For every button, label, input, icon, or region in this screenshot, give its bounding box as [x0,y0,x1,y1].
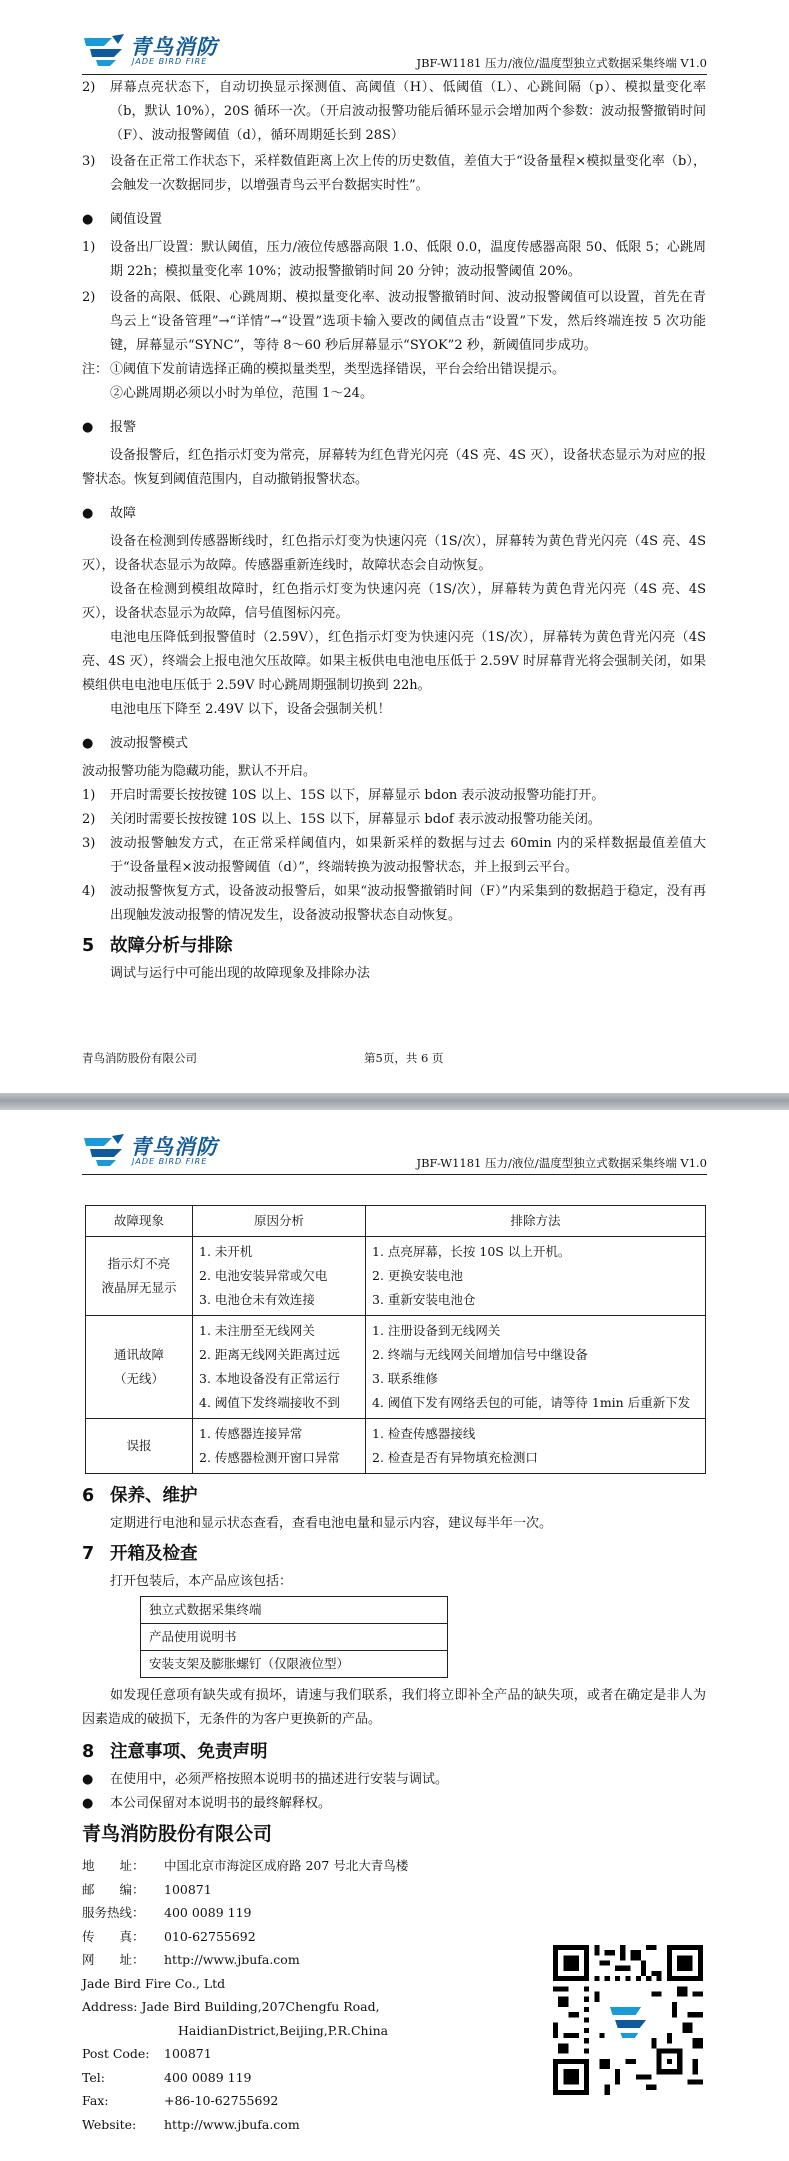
paragraph: 如发现任意项有缺失或有损坏，请速与我们联系，我们将立即补全产品的缺失项，或者在确定是非人为因素造成的破损下，无条件的为客户更换新的产品。 [82,1688,706,1727]
table-row [86,1419,706,1474]
page-body [82,76,706,986]
list-item: 3) 设备在正常工作状态下，采样数值距离上次上传的历史数值，差值大于“设备量程×模拟量变化率（b），会触发一次数据同步，以增强青鸟云平台数据实时性”。 [82,154,706,193]
section-heading-8: 8 注意事项、免责声明 [82,1742,268,1762]
paragraph: 设备在检测到传感器断线时，红色指示灯变为快速闪亮（1S/次），屏幕转为黄色背光闪亮（4S 亮、4S 灭），设备状态显示为故障。传感器重新连线时，故障状态会自动恢复。 [82,534,706,573]
contact-line: 地 址： 中国北京市海淀区成府路 207 号北大青鸟楼 [82,1858,409,1873]
page-separator [0,1093,789,1110]
list-item: 1) 开启时需要长按按键 10S 以上、15S 以下，屏幕显示 bdon 表示波动报警功能打开。 [82,788,605,803]
section-bullet-fault: ● 故障 [82,502,706,526]
list-item: 独立式数据采集终端 [141,1597,448,1624]
company-english-name: Jade Bird Fire Co., Ltd [82,1975,226,1991]
note: ②心跳周期必须以小时为单位，范围 1～24。 [110,386,373,401]
list-item: 2) 屏幕点亮状态下，自动切换显示探测值、高阈值（H）、低阈值（L）、心跳间隔（p）、模拟量变化率（b，默认 10%），20S 循环一次。（开启波动报警功能后循环显示会增加两个参数：波动报警撤销时间（F）、波动报警阈值（d），循环周期延长到 28S） [82,80,706,143]
list-item: 4) 波动报警恢复方式，设备波动报警后，如果“波动报警撤销时间（F）”内采集到的数据趋于稳定，没有再出现触发波动报警的情况发生，设备波动报警状态自动恢复。 [82,884,706,923]
contact-line: Address: Jade Bird Building,207Chengfu Road, [82,1999,380,2014]
document-title: JBF-W1181 压力/液位/温度型独立式数据采集终端 V1.0 [416,56,707,70]
section-bullet-alarm: ● 报警 [82,416,706,440]
solution-cell: 1. 点亮屏幕，长按 10S 以上开机。 2. 更换安装电池 3. 重新安装电池仓 [366,1237,706,1316]
company-logo [82,30,232,70]
table-header-row [86,1206,706,1237]
section-heading-7: 7 开箱及检查 [82,1544,198,1564]
logo-chinese-text: 青鸟消防 [130,35,218,59]
symptom-cell: 指示灯不亮 液晶屏无显示 [86,1237,193,1316]
cause-cell: 1. 传感器连接异常 2. 传感器检测开窗口异常 [193,1419,366,1474]
symptom-cell: 通讯故障 （无线） [86,1316,193,1419]
footer-page-number: 第5页，共 6 页 [364,1051,444,1065]
list-item: 3) 波动报警触发方式，在正常采样阈值内，如果新采样的数据与过去 60min 内的采样数据最值差值大于“设备量程×波动报警阈值（d）”，终端转换为波动报警状态，并上报到云平台。 [82,836,706,875]
paragraph: 定期进行电池和显示状态查看，查看电池电量和显示内容，建议每半年一次。 [110,1516,553,1531]
paragraph: 打开包装后，本产品应该包括： [110,1574,293,1589]
logo-english-text: JADE BIRD FIRE [132,1157,208,1166]
section-heading-6: 6 保养、维护 [82,1486,198,1506]
section-heading-5: 5 故障分析与排除 [82,936,233,956]
contact-line: HaidianDistrict,Beijing,P.R.China [178,2022,389,2038]
logo-english-text: JADE BIRD FIRE [132,57,208,66]
paragraph: 电池电压下降至 2.49V 以下，设备会强制关机！ [110,702,391,717]
contact-line: 邮 编： 100871 [82,1881,212,1897]
package-contents-list [140,1596,448,1678]
list-item: ● 本公司保留对本说明书的最终解释权。 [82,1792,706,1816]
solution-cell: 1. 注册设备到无线网关 2. 终端与无线网关间增加信号中继设备 3. 联系维修 4. 阈值下发有网络丢包的可能，请等待 1min 后重新下发 [366,1316,706,1419]
footer-company: 青鸟消防股份有限公司 [82,1051,197,1065]
fault-table [85,1205,706,1474]
paragraph: 调试与运行中可能出现的故障现象及排除办法 [110,966,371,981]
column-header: 排除方法 [366,1206,706,1237]
jade-bird-logo-icon [82,32,126,68]
page-header [82,1130,707,1175]
list-item: ● 在使用中，必须严格按照本说明书的描述进行安装与调试。 [82,1768,706,1792]
contact-line: Tel: 400 0089 119 [82,2069,252,2085]
page-header [82,30,707,75]
table-row [86,1237,706,1316]
column-header: 原因分析 [193,1206,366,1237]
list-item: 安装支架及膨胀螺钉（仅限液位型） [141,1651,448,1678]
contact-line: Fax: +86-10-62755692 [82,2093,279,2108]
list-item: 2) 设备的高限、低限、心跳周期、模拟量变化率、波动报警撤销时间、波动报警阈值可以设置，首先在青鸟云上“设备管理”→“详情”→“设置”选项卡输入要改的阈值点击“设置”下发，然后终端连按 5 次功能键，屏幕显示“SYNC”，等待 8～60 秒后屏幕显示“SYOK”2 秒，新阈值同步成功。 [82,290,706,353]
contact-line: 服务热线： 400 0089 119 [82,1905,252,1920]
paragraph: 设备在检测到模组故障时，红色指示灯变为快速闪亮（1S/次），屏幕转为黄色背光闪亮（4S 亮、4S 灭），设备状态显示为故障，信号值图标闪亮。 [82,582,706,621]
solution-cell: 1. 检查传感器接线 2. 检查是否有异物填充检测口 [366,1419,706,1474]
contact-line: 网 址： http://www.jbufa.com [82,1952,300,1967]
table-row [86,1316,706,1419]
note: 注： ①阈值下发前请选择正确的模拟量类型，类型选择错误，平台会给出错误提示。 [82,362,566,377]
jade-bird-logo-icon [82,1132,126,1168]
cause-cell: 1. 未开机 2. 电池安装异常或欠电 3. 电池仓未有效连接 [193,1237,366,1316]
qr-code-icon [553,1945,703,2095]
list-item: 产品使用说明书 [141,1624,448,1651]
contact-line: 传 真： 010-62755692 [82,1928,256,1944]
column-header: 故障现象 [86,1206,193,1237]
symptom-cell: 误报 [86,1419,193,1474]
section-bullet-threshold: ● 阈值设置 [82,208,706,232]
cause-cell: 1. 未注册至无线网关 2. 距离无线网关距离过远 3. 本地设备没有正常运行 4. 阈值下发终端接收不到 [193,1316,366,1419]
contact-line: Post Code: 100871 [82,2046,212,2061]
contact-line: Website: http://www.jbufa.com [82,2116,300,2132]
company-logo [82,1130,232,1170]
paragraph: 波动报警功能为隐藏功能，默认不开启。 [82,764,317,779]
list-item: 1) 设备出厂设置：默认阈值，压力/液位传感器高限 1.0、低限 0.0，温度传感器高限 50、低限 5；心跳周期 22h；模拟量变化率 10%；波动报警撤销时间 20 分钟；波动报警阈值 20%。 [82,240,706,279]
paragraph: 设备报警后，红色指示灯变为常亮，屏幕转为红色背光闪亮（4S 亮、4S 灭），设备状态显示为对应的报警状态。恢复到阈值范围内，自动撤销报警状态。 [82,448,706,487]
section-bullet-wave-alarm: ● 波动报警模式 [82,732,706,756]
list-item: 2) 关闭时需要长按按键 10S 以上、15S 以下，屏幕显示 bdof 表示波动报警功能关闭。 [82,812,601,827]
paragraph: 电池电压降低到报警值时（2.59V），红色指示灯变为快速闪亮（1S/次），屏幕转为黄色背光闪亮（4S 亮、4S 灭），终端会上报电池欠压故障。如果主板供电电池电压低于 2.59V 时屏幕背光将会强制关闭，如果模组供电电池电压低于 2.59V 时心跳周期强制切换到 22h。 [82,630,706,693]
logo-chinese-text: 青鸟消防 [130,1135,218,1159]
document-title: JBF-W1181 压力/液位/温度型独立式数据采集终端 V1.0 [416,1156,707,1170]
company-name: 青鸟消防股份有限公司 [82,1823,273,1845]
